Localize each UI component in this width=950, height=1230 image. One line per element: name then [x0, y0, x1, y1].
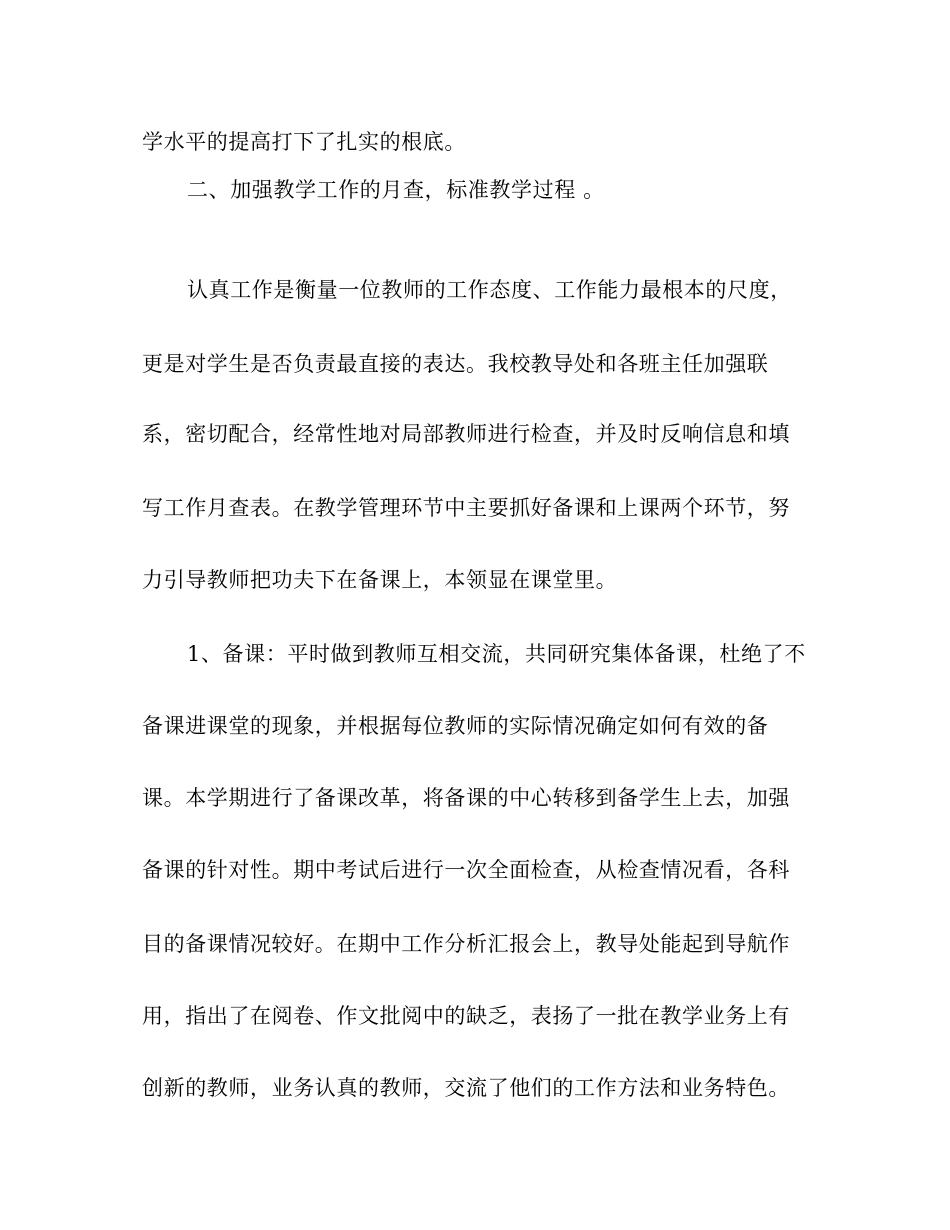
text-line-4: 更是对学生是否负责最直接的表达。我校教导处和各班主任加强联: [142, 352, 769, 376]
text-line-5: 系，密切配合，经常性地对局部教师进行检查，并及时反响信息和填: [142, 422, 790, 446]
text-line-10: 课。本学期进行了备课改革，将备课的中心转移到备学生上去，加强: [142, 786, 790, 810]
text-line-8: 1、备课：平时做到教师互相交流，共同研究集体备课，杜绝了不: [187, 642, 806, 666]
text-line-7: 力引导教师把功夫下在备课上，本领显在课堂里。: [142, 568, 618, 592]
text-line-9: 备课进课堂的现象，并根据每位教师的实际情况确定如何有效的备: [142, 714, 769, 738]
section-heading: 二、加强教学工作的月查，标准教学过程 。: [187, 178, 605, 202]
text-line-3: 认真工作是衡量一位教师的工作态度、工作能力最根本的尺度，: [187, 278, 792, 302]
text-line-6: 写工作月查表。在教学管理环节中主要抓好备课和上课两个环节，努: [142, 496, 790, 520]
text-line-1: 学水平的提高打下了扎实的根底。: [142, 130, 466, 154]
text-line-11: 备课的针对性。期中考试后进行一次全面检查，从检查情况看，各科: [142, 858, 790, 882]
text-line-14: 创新的教师，业务认真的教师，交流了他们的工作方法和业务特色。: [142, 1076, 790, 1100]
text-line-13: 用，指出了在阅卷、作文批阅中的缺乏，表扬了一批在教学业务上有: [142, 1004, 790, 1028]
text-line-12: 目的备课情况较好。在期中工作分析汇报会上，教导处能起到导航作: [142, 932, 790, 956]
